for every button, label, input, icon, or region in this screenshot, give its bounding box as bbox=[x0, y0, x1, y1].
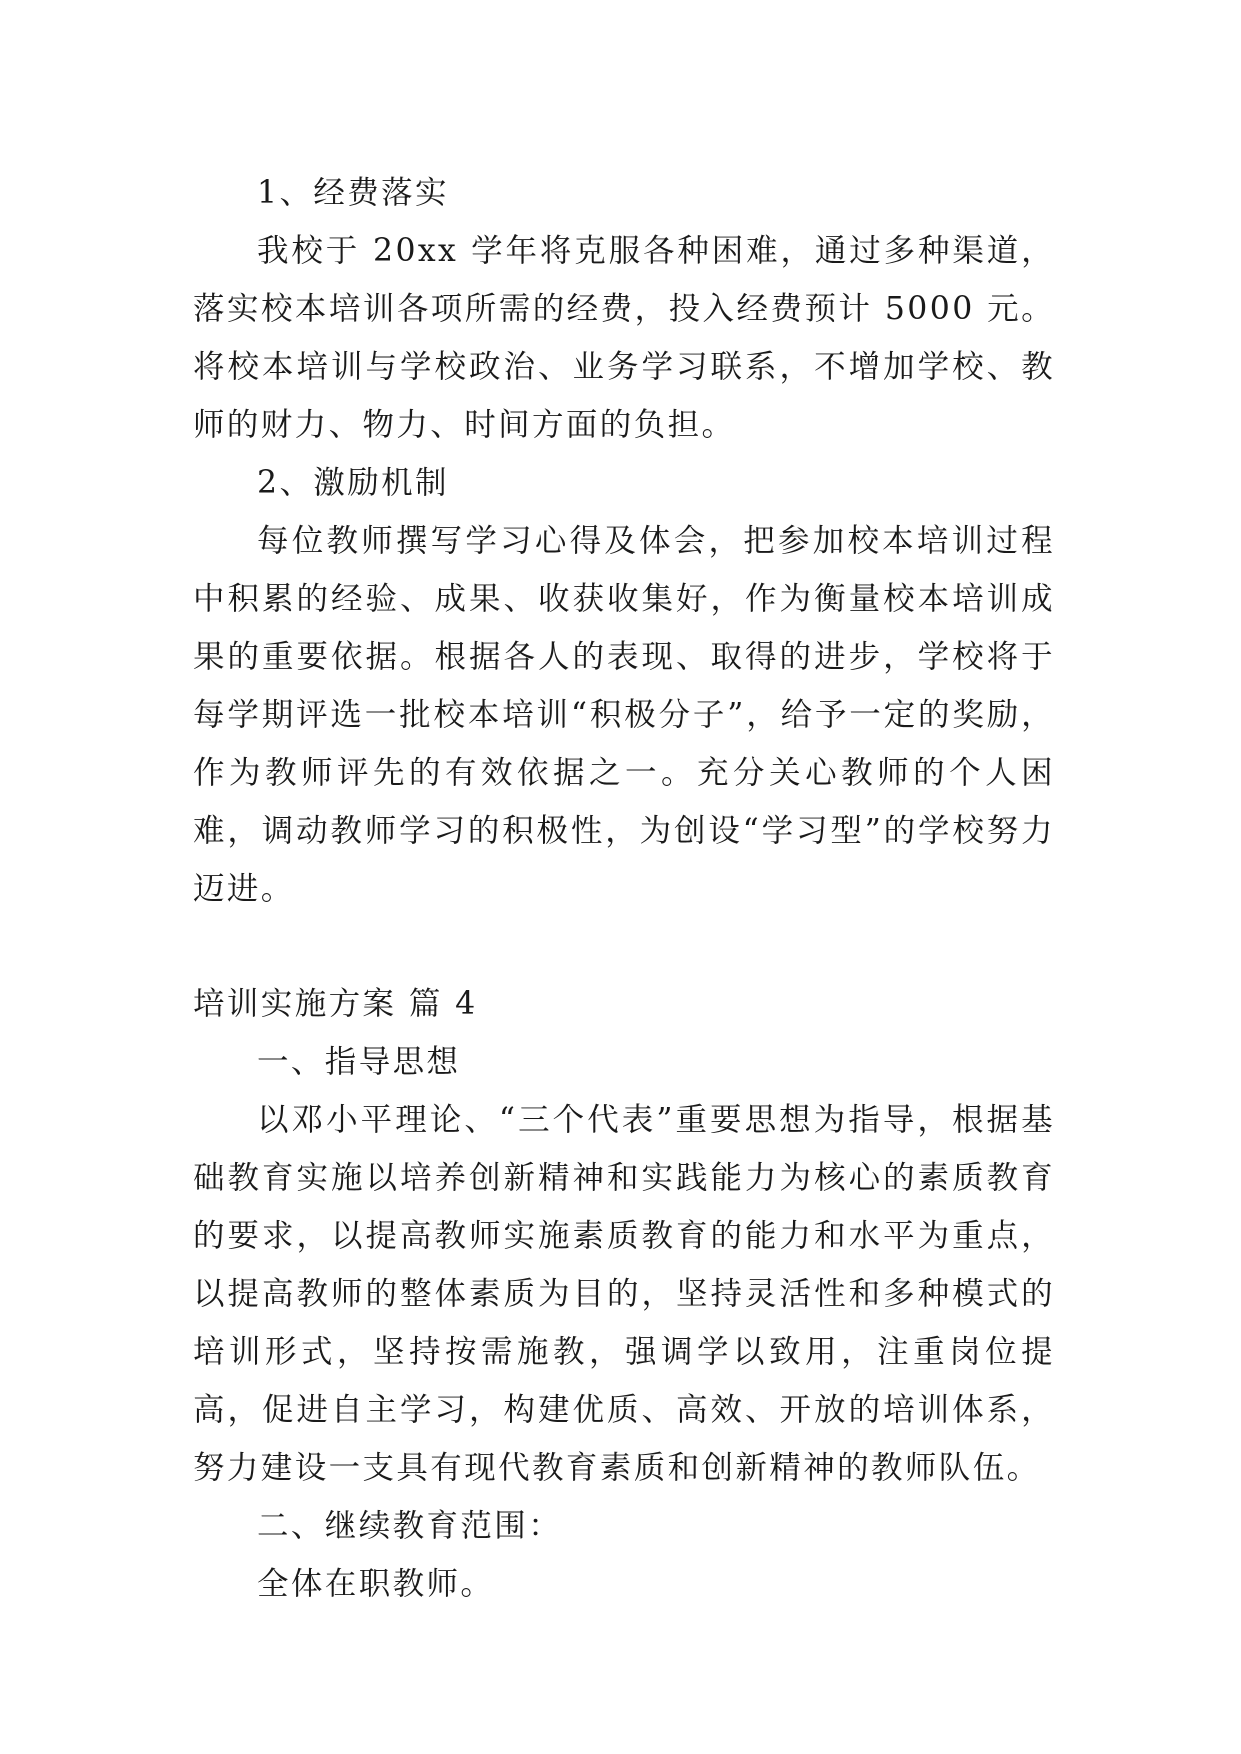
heading-education-scope: 二、继续教育范围： bbox=[257, 1508, 563, 1544]
paragraph-funding: 我校于 20xx 学年将克服各种困难，通过多种渠道，落实校本培训各项所需的经费，投入经费预计 5000 元。将校本培训与学校政治、业务学习联系，不增加学校、教师的财力、物力、时间方面的负担。 bbox=[193, 233, 1055, 443]
paragraph-incentive: 每位教师撰写学习心得及体会，把参加校本培训过程中积累的经验、成果、收获收集好，作为衡量校本培训成果的重要依据。根据各人的表现、取得的进步，学校将于每学期评选一批校本培训“积极分子”，给予一定的奖励，作为教师评先的有效依据之一。充分关心教师的个人困难，调动教师学习的积极性，为创设“学习型”的学校努力迈进。 bbox=[193, 523, 1055, 907]
paragraph-guiding-thought: 以邓小平理论、“三个代表”重要思想为指导，根据基础教育实施以培养创新精神和实践能力为核心的素质教育的要求，以提高教师实施素质教育的能力和水平为重点，以提高教师的整体素质为目的，坚持灵活性和多种模式的培训形式，坚持按需施教，强调学以致用，注重岗位提高，促进自主学习，构建优质、高效、开放的培训体系，努力建设一支具有现代教育素质和创新精神的教师队伍。 bbox=[193, 1102, 1055, 1486]
heading-guiding-thought: 一、指导思想 bbox=[257, 1044, 461, 1080]
heading-incentive: 2、激励机制 bbox=[257, 465, 449, 501]
document-body bbox=[193, 164, 1055, 1613]
heading-funding: 1、经费落实 bbox=[257, 175, 449, 211]
paragraph-education-scope: 全体在职教师。 bbox=[257, 1566, 495, 1602]
section-title: 培训实施方案 篇 4 bbox=[193, 986, 478, 1022]
